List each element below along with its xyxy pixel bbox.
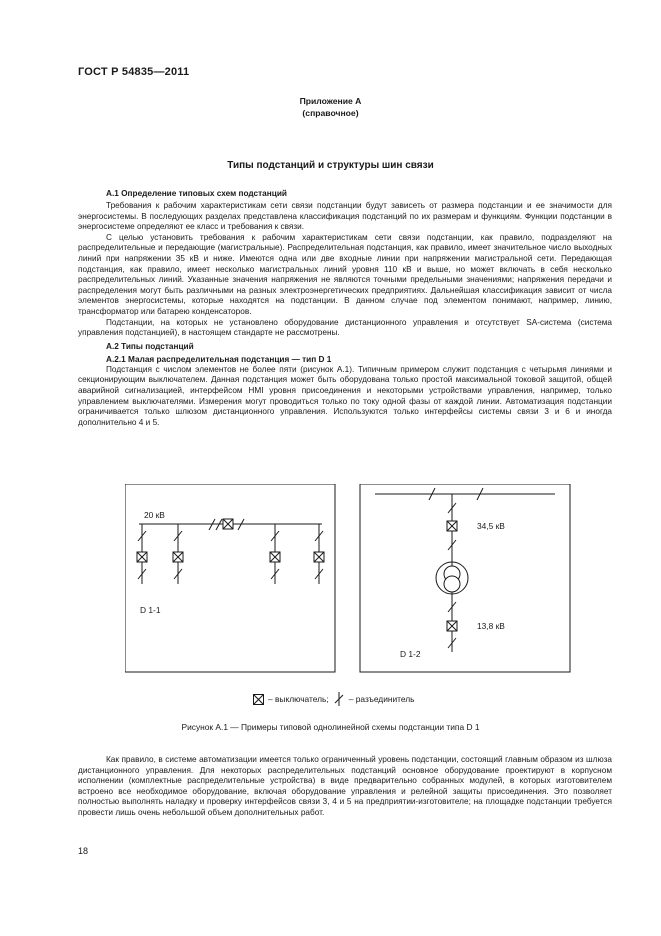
legend-breaker-label: – выключатель;: [268, 694, 329, 704]
paragraph-a1-3: Подстанции, на которых не установлено оборудование дистанционного управления и отсутствует SA-система (система управления подстанцией), в настоящем стандарте не рассмотрены.: [78, 317, 612, 338]
feeder-1: [137, 524, 147, 584]
paragraph-after-figure: Как правило, в системе автоматизации имеется только ограниченный уровень подстанции, состоящий главным образом из шлюза дистанционного управления. Для некоторых распределительных подстанций основное оборудование проектируют в корпусном исполнении (комплектные распределительные устройства) в виде предварительно собранных модулей, в которых изготовителем встроено все необходимое оборудование, включая оборудование управления и релейной защиты присоединения. Это позволяет полностью выполнять наладку и проверку интерфейсов связи 3, 4 и 5 на предприятии-изготовителе; на площадке подстанции требуется провести лишь очень небольшой объем дополнительных работ.: [78, 755, 612, 817]
section-a1-block: [78, 188, 612, 428]
right-voltage-top-label: 34,5 кВ: [477, 521, 505, 531]
paragraph-a21-1: Подстанция с числом элементов не более пяти (рисунок А.1). Типичным примером служит подстанция с четырьмя линиями и секционирующим выключателем. Данная подстанция может быть оборудована только простой максимальной токовой защитой, общей аварийной сигнализацией, интерфейсом HMI уровня присоединения и некоторыми устройствами управления, например, только управлением выключателями. Измерения могут проводиться только по току одной фазы от каждой линии. Автоматизация подстанции ограничивается только шлюзом дистанционного управления. Используются только интерфейсы системы связи 3 и 6 и иногда дополнительно 4 и 5.: [78, 364, 612, 427]
left-diagram-name: D 1-1: [140, 605, 161, 615]
left-voltage-label: 20 кВ: [144, 510, 165, 520]
figure-a1: [125, 484, 615, 674]
figure-caption: Рисунок А.1 — Примеры типовой однолинейной схемы подстанции типа D 1: [181, 722, 480, 732]
single-line-diagrams: [125, 484, 615, 674]
paragraph-a1-1: Требования к рабочим характеристикам сети связи подстанции будут зависеть от размера подстанции и ее значимости для энергосистемы. В последующих разделах представлена классификация подстанций по их размерам и функциям. Функции подстанции в энергосистеме определяют ее класс и требования к связи.: [78, 201, 612, 232]
breaker-icon: [253, 694, 264, 705]
annex-heading: [0, 95, 661, 119]
page-number: 18: [78, 846, 89, 856]
section-heading-a1: А.1 Определение типовых схем подстанций: [106, 189, 287, 198]
transformer-winding-2: [444, 576, 460, 592]
main-title: Типы подстанций и структуры шин связи: [227, 160, 434, 171]
annex-title: Приложение А: [299, 96, 362, 106]
right-voltage-bottom-label: 13,8 кВ: [477, 621, 505, 631]
disconnector-icon: [333, 692, 345, 706]
feeder-4: [314, 524, 324, 584]
feeder-2: [173, 524, 183, 584]
right-diagram-name: D 1-2: [400, 649, 421, 659]
paragraph-a1-2: С целью установить требования к рабочим характеристикам сети связи подстанции, как правило, подразделяют на распределительные и передающие (магистральные). Распределительная подстанция, как правило, имеет значительное число выходных линий при напряжении 35 кВ и ниже. Имеются одна или две входные линии при напряжении магистральной сети. Передающая подстанция, как правило, имеет несколько магистральных линий уровня 110 кВ и выше, но может включать в себя несколько распределительных линий. Указанные значения напряжения не являются точными предельными значениями; напряжения передачи и распределения могут быть различными на разных электроэнергетических предприятиях. Дальнейшая классификация зависит от числа элементов энергосистемы, которые находятся на подстанции. В данном случае под элементом понимают, например, линию, трансформатор или батарею конденсаторов.: [78, 232, 612, 316]
frame-d1-2: [360, 484, 570, 672]
after-figure-block: [78, 755, 612, 819]
figure-legend: [253, 692, 415, 706]
annex-subtitle: (справочное): [302, 108, 359, 118]
section-heading-a2: А.2 Типы подстанций: [106, 341, 194, 351]
section-heading-a21: А.2.1 Малая распределительная подстанция — тип D 1: [106, 354, 332, 364]
feeder-3: [270, 524, 280, 584]
document-header: ГОСТ Р 54835—2011: [78, 66, 190, 78]
legend-disconnector-label: – разъединитель: [348, 694, 415, 704]
